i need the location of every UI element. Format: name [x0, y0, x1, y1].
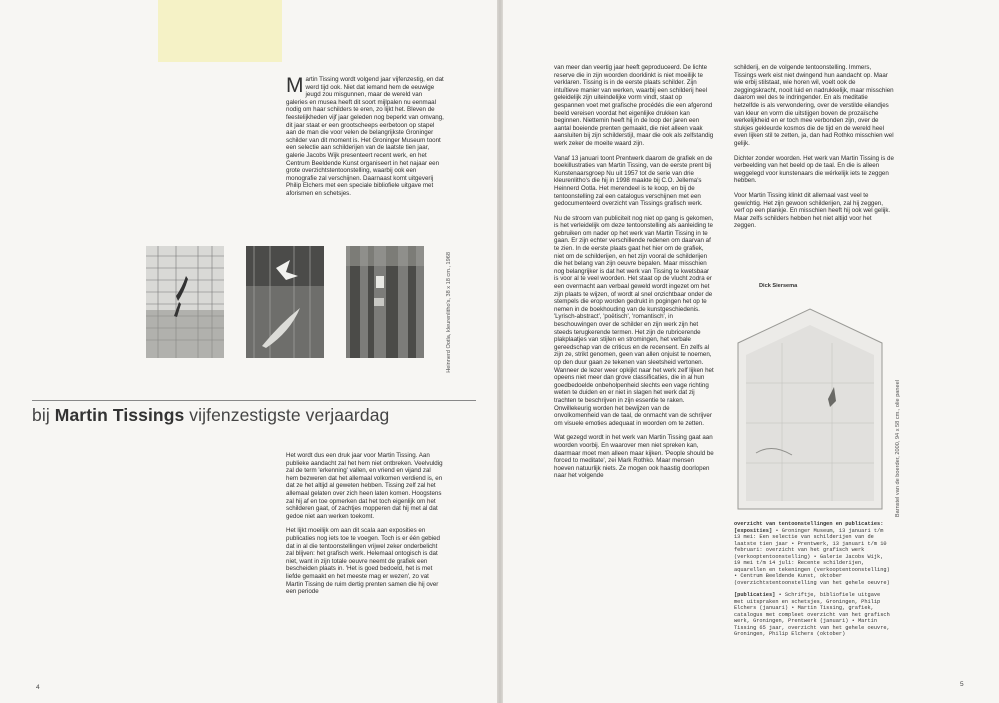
overview-box [734, 521, 892, 644]
overview-heading: overzicht van tentoonstellingen en publicaties: [734, 521, 884, 527]
body-paragraph: Wat gezegd wordt in het werk van Martin Tissing gaat aan woorden voorbij. En waarover men niet spreken kan, daarmaar moet men alleen maar kijken. 'People should be forced to meditate', zei Mark Rothko. Maar mensen hoeven natuurlijk niets. Ze mogen ook haastig doorlopen naar het volgende [554, 434, 714, 480]
exposities-block [734, 528, 892, 587]
exposities-text: • Groninger Museum, 13 januari t/m 13 mei: Een selectie van schilderijen van de laatste tien jaar • Prentwerk, 13 januari t/m 10 februari: overzicht van het grafisch werk (verkooptentoonstelling) • Galerie Jacobs Wijk, 19 mei t/m 14 juli: Recente schilderijen, aquarellen en tekeningen (verkooptentoonstelling) • Centrum Beeldende Kunst, oktober (overzichtstentoonstelling van het gehele oeuvre) [734, 527, 890, 586]
intro-column [286, 76, 444, 198]
body-column [286, 452, 444, 603]
right-column-2 [734, 64, 894, 237]
headline-suffix: vijfenzestigste verjaardag [184, 405, 390, 425]
body-paragraph: Vanaf 13 januari toont Prentwerk daarom de grafiek en de boekillustraties van Martin Tissing, van de eerste prent bij Kunstenaarsgroep Nu uit 1957 tot de serie van drie kleurenlitho's die hij in 1998 maakte bij C.O. Jellema's Heinnerd Ootla. Het merendeel is te koop, en bij de tentoonstelling zal een catalogus verschijnen met een gedocumenteerd overzicht van Tissings grafisch werk. [554, 154, 713, 208]
body-paragraph: Nu de stroom van publiciteit nog niet op gang is gekomen, is het verleidelijk om deze tentoonstelling als aanleiding te gebruiken om nader op het werk van Martin Tissing in te gaan. Er zijn echter verschillende redenen om daarvan af te zien. In de eerste plaats gaat het hier om de grafiek, niet om de schilderijen, en het zijn vooral de schilderijen die het belang van zijn oeuvre bepalen. Maar misschien nog belangrijker is dat het werk van Tissing te kwetsbaar is voor al te veel woorden. Het staat op de vlucht zodra er een overmacht aan verbaal geweld wordt ingezet om het zijn plaats te wijzen, of wordt al snel onzichtbaar onder de stempels die erop worden gedrukt in pogingen het op te nemen in de boekhouding van de kunstgeschiedenis. 'Lyrisch-abstract', 'poëtisch', 'romantisch', in beschouwingen over de schilder en zijn werk zijn het steeds terugkerende termen. Het zijn de rubricerende plakplaatjes van stijlen en stromingen, het verbale gereedschap van de criticus en de recensent. En zelfs al zijn ze, strikt genomen, geen van allen onjuist te noemen, op den duur gaan ze tekenen van sleetsheid vertonen. Wanneer de lezer weer opkijkt naar het werk zelf lijken het opeens niet meer dan grove classificaties, die in al hun goedbedoelde onbeholpenheid slechts een vage richting weten te duiden en er niet in slagen het werk dat zij trachten te beschrijven in zijn essentie te raken. Onwillekeurig worden het bewijzen van de onvolkomenheid van de taal, de onmacht van de schrijver om visuele emoties adequaat in woorden om te zetten. [554, 214, 714, 427]
body-paragraph: van meer dan veertig jaar heeft geproduceerd. De lichte reserve die in zijn woorden doorklinkt is niet moeilijk te verklaren. Tissing is in de eerste plaats schilder. Zijn intuïtieve manier van werken, waarbij een schilderij heel geleidelijk zijn uiteindelijke vorm vindt, staat op gespannen voet met grafische procédés die een afgerond beeld vereisen voordat het eigenlijke drukken kan beginnen. Niettemin heeft hij in de loop der jaren een aantal boeiende prenten gemaakt, die niet alleen vaak aansluiten bij zijn schilderstijl, maar die ook als zelfstandig werk zeker de moeite waard zijn. [554, 64, 714, 147]
page-number-left: 4 [36, 684, 40, 691]
body-paragraph: Dichter zonder woorden. Het werk van Martin Tissing is de verbeelding van het beeld op de taal. En die is alleen weggelegd voor kunstenaars die wérkelijk iets te zeggen hebben. [734, 154, 894, 185]
artwork-litho-1 [146, 246, 224, 358]
exposities-label: [exposities] [734, 527, 773, 534]
headline-prefix: bij [32, 405, 55, 425]
painting-image [732, 303, 887, 513]
author-name: Dick Siersema [759, 283, 798, 289]
painting-caption: Barnstel van de boerder, 2000, 94 x 58 cm., olie paneel [895, 380, 901, 518]
headline [32, 400, 476, 426]
artwork-caption: Heinnerd Ootla, kleurenlitho's, 38 x 18 cm., 1968 [446, 252, 452, 373]
body-paragraph: schilderij, en de volgende tentoonstelling. Immers, Tissings werk eist niet dwingend hun aandacht op. Maar wie erbij stilstaat, wie horen wil, voelt ook de zeggingskracht, nooit luid en nadrukkelijk, maar misschien daarom wel des te indringender. En als meditatie hetzelfde is als verwondering, over de verstilde eilandjes van kleur en vorm die uitstijgen boven de prozaïsche werkelijkheid en er toch mee verbonden zijn, over de stukjes gekleurde kosmos die de tijd en de wereld heel even lijken stil te zetten, ja, dan had Rothko misschien wel gelijk. [734, 64, 894, 147]
publicaties-block [734, 592, 892, 638]
publicaties-text: • Schriftje, bibliofiele uitgave met uitspraken en schetsjes, Groningen, Philip Elchers (januari) • Martin Tissing, grafiek, catalogus met compleet overzicht van het grafisch werk, Groningen, Prentwerk (januari) • Martin Tissing 65 jaar, overzicht van het gehele oeuvre, Groningen, Philip Elchers (oktober) [734, 592, 890, 637]
sticky-note [158, 0, 282, 62]
body-paragraph: Het lijkt moeilijk om aan dit scala aan exposities en publicaties nog iets toe te voegen. Toch is er één gebied dat in al die tentoonstellingen vrijwel zeker onderbelicht zal blijven: het grafisch werk. Helemaal ontogisch is dat niet, want in zijn totale oeuvre neemt de grafiek een bescheiden plaats in. 'Het is goed bedoeld, het is met liefde gemaakt en het meeste mag er wezen', zo vat Martin Tissing de ruim dertig prenten samen die hij over een periode [286, 527, 440, 596]
artwork-litho-2 [246, 246, 324, 358]
right-column-1 [554, 64, 714, 487]
publicaties-label: [publicaties] [734, 592, 776, 598]
headline-name: Martin Tissings [54, 405, 185, 425]
artwork-litho-3 [346, 246, 424, 358]
page-number-right: 5 [960, 681, 964, 688]
book-gutter [497, 0, 503, 703]
body-paragraph: Voor Martin Tissing klinkt dit allemaal vast veel te gewichtig. Het zijn gewoon schilderijen, zal hij zeggen, verf op een plankje. En misschien heeft hij ook wel gelijk. Maar zelfs schilders hebben het niet altijd voor het zeggen. [734, 191, 891, 230]
body-paragraph: Het wordt dus een druk jaar voor Martin Tissing. Aan publieke aandacht zal het hem niet ontbreken. Veelvuldig zal de term 'erkenning' vallen, en vriend en vijand zal hem bezweren dat het allemaal volkomen verdiend is, en dat ze het altijd al geweten hebben. Tissing zelf zal het allemaal gelaten over zich heen laten komen. Hoogstens zal hij af en toe opmerken dat het toch eigenlijk om het schilderen gaat, of zachtjes mopperen dat hij met al dat gedoe niet aan werken toekomt. [286, 452, 443, 520]
dropcap: M [286, 74, 304, 97]
intro-text: artin Tissing wordt volgend jaar vijfenzestig, en dat werd tijd ook. Niet dat iemand hem de eeuwige jeugd zou misgunnen, maar de wereld van galeries en musea heeft dit soort mijlpalen nu eenmaal nodig om haar schilders te eren, zo lijkt het. Bleven de feestelijkheden vijf jaar geleden nog beperkt van omvang, dit jaar staat er een grootscheeps eerbetoon op stapel aan de man die voor velen de belangrijkste Groninger schilder van dit moment is. Het Groninger Museum toont een selectie aan schilderijen van de laatste tien jaar, galerie Jacobs Wijk presenteert recent werk, en het Centrum Beeldende Kunst organiseert in het najaar een grote overzichtstentoonstelling, waarbij ook een monografie zal verschijnen. Daarnaast komt uitgeverij Philip Elchers met een speciale bibliofiele uitgave met aforismen en schetsjes. [286, 76, 444, 197]
